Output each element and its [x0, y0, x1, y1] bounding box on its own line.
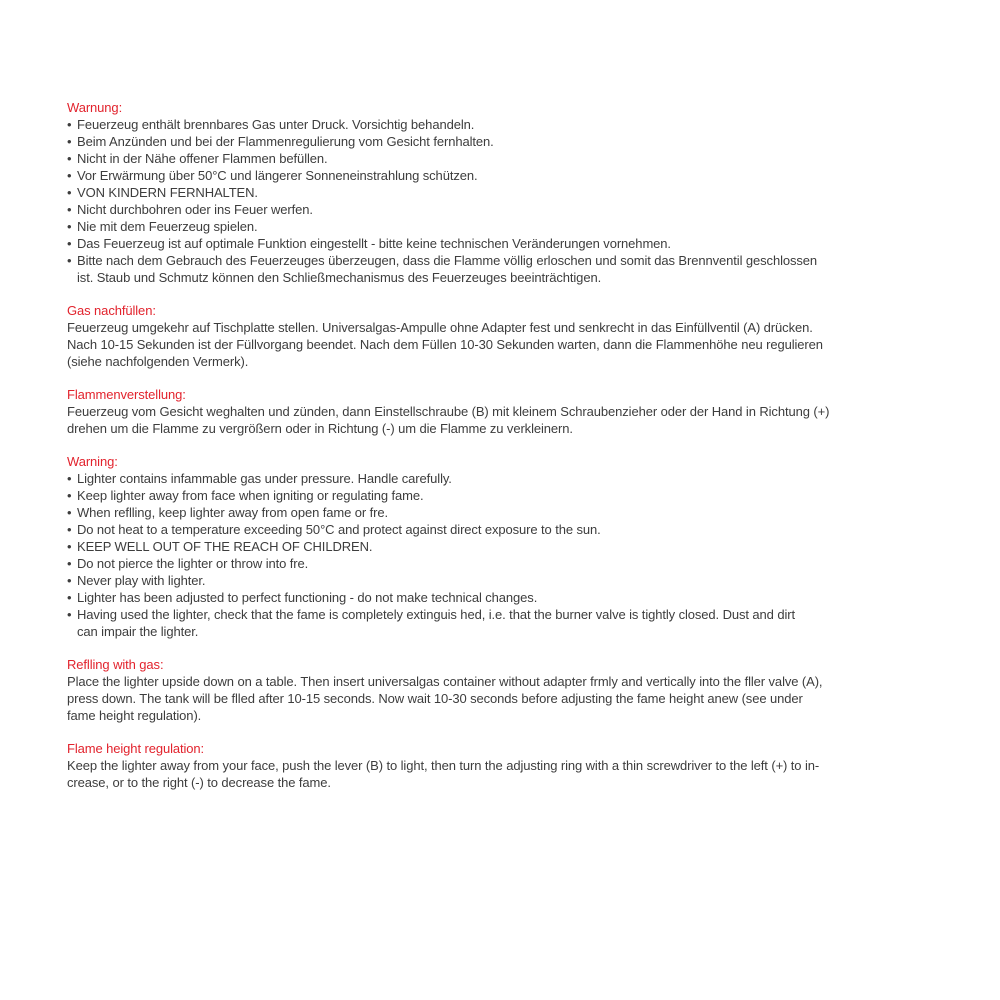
section-heading-refilling: Reflling with gas: — [67, 657, 164, 672]
bullet-marker: • — [67, 202, 72, 217]
bullet-marker: • — [67, 151, 72, 166]
list-item-text: Do not pierce the lighter or throw into fre. — [77, 556, 309, 571]
bullet-marker: • — [67, 236, 72, 251]
paragraph-line: Feuerzeug vom Gesicht weghalten und zünden, dann Einstellschraube (B) mit kleinem Schraubenzieher oder der Hand in Richtung (+) — [67, 404, 830, 419]
section-heading-flammenverstellung: Flammenverstellung: — [67, 387, 186, 402]
list-item — [67, 555, 939, 572]
bullet-marker: • — [67, 539, 72, 554]
section-heading-flame-height: Flame height regulation: — [67, 741, 205, 756]
list-item — [67, 504, 939, 521]
section-heading-warning: Warning: — [67, 454, 118, 469]
list-item-text: Do not heat to a temperature exceeding 50°C and protect against direct exposure to the sun. — [77, 522, 601, 537]
bullet-marker: • — [67, 488, 72, 503]
list-item — [67, 201, 939, 218]
paragraph-line: Feuerzeug umgekehr auf Tischplatte stellen. Universalgas-Ampulle ohne Adapter fest und senkrecht in das Einfüllventil (A) drücken. — [67, 320, 813, 335]
paragraph-line: Nach 10-15 Sekunden ist der Füllvorgang beendet. Nach dem Füllen 10-30 Sekunden warten, dann die Flammenhöhe neu regulieren — [67, 337, 823, 352]
list-item-text: Feuerzeug enthält brennbares Gas unter Druck. Vorsichtig behandeln. — [77, 117, 475, 132]
list-item-text: Nicht durchbohren oder ins Feuer werfen. — [77, 202, 313, 217]
list-item — [67, 589, 939, 606]
list-item — [67, 606, 939, 640]
list-item-continuation: can impair the lighter. — [77, 624, 199, 639]
list-item — [67, 572, 939, 589]
list-item — [67, 252, 939, 286]
list-item-text: Beim Anzünden und bei der Flammenregulierung vom Gesicht fernhalten. — [77, 134, 494, 149]
bullet-marker: • — [67, 590, 72, 605]
section-warning-en — [67, 453, 939, 640]
bullet-marker: • — [67, 168, 72, 183]
list-item-text: Bitte nach dem Gebrauch des Feuerzeuges überzeugen, dass die Flamme völlig erloschen und somit das Brennventil geschlossen — [77, 253, 818, 268]
paragraph-line: Keep the lighter away from your face, push the lever (B) to light, then turn the adjusting ring with a thin screwdriver to the left (+) to in- — [67, 758, 820, 773]
list-item-text: Never play with lighter. — [77, 573, 206, 588]
bullet-marker: • — [67, 117, 72, 132]
list-item — [67, 150, 939, 167]
bullet-marker: • — [67, 573, 72, 588]
paragraph-line: drehen um die Flamme zu vergrößern oder in Richtung (-) um die Flamme zu verkleinern. — [67, 421, 573, 436]
list-item — [67, 218, 939, 235]
list-item-text: Lighter has been adjusted to perfect functioning - do not make technical changes. — [77, 590, 538, 605]
section-flammenverstellung — [67, 386, 939, 437]
bullet-marker: • — [67, 607, 72, 622]
bullet-marker: • — [67, 253, 72, 268]
list-item — [67, 487, 939, 504]
bullet-marker: • — [67, 134, 72, 149]
section-gas-nachfuellen — [67, 302, 939, 370]
bullet-marker: • — [67, 505, 72, 520]
list-item-text: When reflling, keep lighter away from open fame or fre. — [77, 505, 388, 520]
bullet-marker: • — [67, 185, 72, 200]
list-item-text: Vor Erwärmung über 50°C und längerer Sonneneinstrahlung schützen. — [77, 168, 478, 183]
list-item-text: KEEP WELL OUT OF THE REACH OF CHILDREN. — [77, 539, 373, 554]
list-item — [67, 538, 939, 555]
paragraph-line: press down. The tank will be flled after 10-15 seconds. Now wait 10-30 seconds before adjusting the fame height anew (see under — [67, 691, 803, 706]
bullet-marker: • — [67, 471, 72, 486]
list-item-text: Nicht in der Nähe offener Flammen befüllen. — [77, 151, 328, 166]
section-refilling-with-gas — [67, 656, 939, 724]
section-flame-height-regulation — [67, 740, 939, 791]
list-item — [67, 235, 939, 252]
list-item-text: VON KINDERN FERNHALTEN. — [77, 185, 258, 200]
list-item-text: Das Feuerzeug ist auf optimale Funktion eingestellt - bitte keine technischen Veränderungen vornehmen. — [77, 236, 671, 251]
list-item — [67, 470, 939, 487]
paragraph-line: crease, or to the right (-) to decrease the fame. — [67, 775, 331, 790]
warning-list-en — [67, 470, 939, 640]
paragraph-line: Place the lighter upside down on a table. Then insert universalgas container without adapter frmly and vertically into the fller valve (A), — [67, 674, 823, 689]
section-heading-gas-nachfuellen: Gas nachfüllen: — [67, 303, 156, 318]
leaflet-content — [67, 99, 939, 807]
section-heading-warnung: Warnung: — [67, 100, 123, 115]
list-item-continuation: ist. Staub und Schmutz können den Schließmechanismus des Feuerzeuges beeinträchtigen. — [77, 270, 602, 285]
list-item — [67, 116, 939, 133]
warning-list-de — [67, 116, 939, 286]
paragraph-line: (siehe nachfolgenden Vermerk). — [67, 354, 249, 369]
list-item — [67, 133, 939, 150]
list-item-text: Having used the lighter, check that the fame is completely extinguis hed, i.e. that the burner valve is tightly closed. Dust and dirt — [77, 607, 795, 622]
section-warnung-de — [67, 99, 939, 286]
list-item-text: Nie mit dem Feuerzeug spielen. — [77, 219, 258, 234]
bullet-marker: • — [67, 556, 72, 571]
bullet-marker: • — [67, 219, 72, 234]
paragraph-line: fame height regulation). — [67, 708, 202, 723]
list-item-text: Keep lighter away from face when igniting or regulating fame. — [77, 488, 424, 503]
list-item — [67, 167, 939, 184]
bullet-marker: • — [67, 522, 72, 537]
list-item-text: Lighter contains infammable gas under pressure. Handle carefully. — [77, 471, 452, 486]
list-item — [67, 521, 939, 538]
list-item — [67, 184, 939, 201]
